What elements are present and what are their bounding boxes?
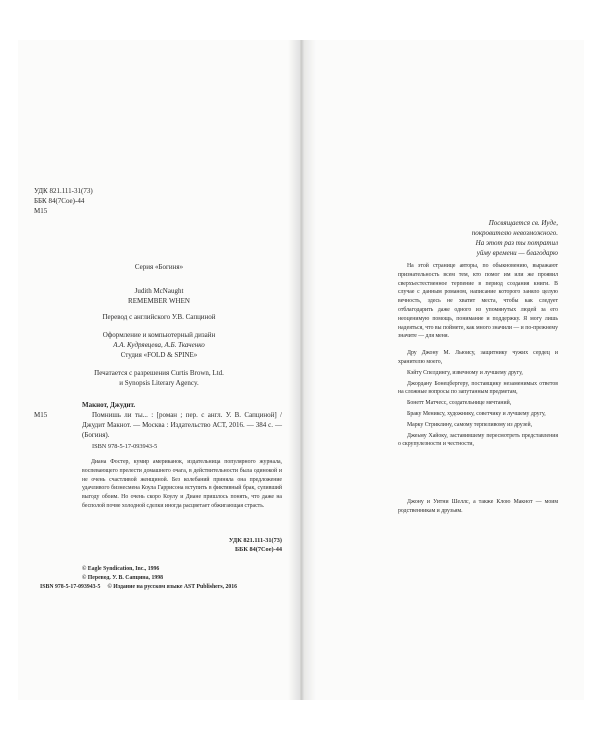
series-name: Серия «Богиня» bbox=[134, 263, 184, 271]
thanks-line: Кэйту Спелдингу, извечному и лучшему другу, bbox=[407, 369, 523, 376]
ack-paragraph: На этой странице авторы, по обыкновению, выражают признательность всем тем, кто помог им или же проявил сверхъестественное терпение в период создания книги. В случае с данным романом, написание которого заняло целую вечность, здесь не хватит места, чтобы как следует отблагодарить даже одного из упомянутых людей за его неоценимую помощь, понимание и поддержку. Я могу лишь надеяться, что вы поймете, как много значили — и по-прежнему значите — для меня. bbox=[398, 263, 558, 340]
dedication bbox=[302, 218, 558, 258]
original-title: REMEMBER WHEN bbox=[128, 297, 190, 305]
catalog-author-heading: Макнот, Джудит. bbox=[82, 401, 136, 409]
closing-thanks: Джону и Уитни Шеллс, а также Клою Макнот — моим родственникам и друзьям. bbox=[398, 499, 558, 514]
thanks-line: Марку Стриклину, самому терпеливому из друзей, bbox=[407, 421, 533, 428]
acknowledgements bbox=[398, 262, 558, 451]
studio-credit: Студия «FOLD & SPINE» bbox=[120, 351, 198, 359]
right-page bbox=[302, 40, 584, 700]
translator-credit: Перевод с английского У.В. Сапциной bbox=[102, 313, 216, 321]
isbn-catalog: ISBN 978-5-17-093943-5 bbox=[92, 443, 158, 450]
dedication-line: На этот раз ты потратил bbox=[475, 239, 558, 247]
bibliographic-record: Помнишь ли ты... : [роман ; пер. с англ. У. В. Сапциной] / Джудит Макнот. — Москва : Издательство АСТ, 2016. — 384 с. — (Богиня). bbox=[82, 411, 282, 439]
book-annotation: Диана Фостер, кумир американок, издательница популярного журнала, воспевающего прелести домашнего очага, в действительности была одинокой и не очень счастливой женщиной. Без колебаний приняла она предложение удачливого бизнесмена Коула Гаррисона вступить в фиктивный брак, суливший выгоду обоим. Но очень скоро Коулу и Диане пришлось понять, что даже на бесполой почве холодной сделки иногда расцветает обжигающая страсть. bbox=[82, 459, 282, 509]
udk-line: УДК 821.111-31(73) bbox=[34, 187, 93, 195]
udk-block-bottom bbox=[82, 536, 282, 555]
dedication-line: уйму времени — благодарю bbox=[476, 249, 558, 257]
thanks-line: Джордану Бонецбергеру, поставщику незаменимых ответов на сложные вопросы по запутанным предметам, bbox=[398, 380, 558, 396]
left-page bbox=[18, 40, 300, 700]
original-author: Judith McNaught bbox=[134, 287, 184, 295]
book-spread bbox=[18, 40, 584, 700]
copyright-edition: © Издание на русском языке AST Publishers, 2016 bbox=[107, 584, 238, 590]
design-credit-label: Оформление и компьютерный дизайн bbox=[102, 331, 216, 339]
isbn-number: ISBN 978-5-17-093943-5 bbox=[40, 584, 101, 590]
permission-line-2: и Synopsis Literary Agency. bbox=[119, 379, 199, 387]
thanks-line: Браку Мениксу, художнику, советчику и лучшему другу, bbox=[407, 410, 546, 417]
thanks-line: Дру Джону М. Льюису, защитнику чужих сердец и хранителю моего, bbox=[398, 350, 558, 365]
udk-block-top bbox=[34, 186, 154, 216]
copyright-translation: © Перевод. У. В. Сапцина, 1998 bbox=[82, 575, 164, 581]
isbn-copyright-row bbox=[40, 583, 290, 592]
call-number-line: М15 bbox=[34, 207, 48, 215]
catalog-call-number: М15 bbox=[34, 411, 48, 419]
udk-line: УДК 821.111-31(73) bbox=[228, 537, 282, 544]
book-gutter bbox=[288, 40, 316, 700]
bbk-line: ББК 84(7Сое)-44 bbox=[235, 546, 282, 554]
dedication-line: Посвящается св. Иуде, bbox=[488, 219, 558, 227]
copyright-original: © Eagle Syndication, Inc., 1996 bbox=[82, 566, 160, 572]
permission-line-1: Печатается с разрешения Curtis Brown, Ltd. bbox=[94, 369, 224, 377]
thanks-line: Бонетт Матчесс, создательнице мечтаний, bbox=[407, 400, 512, 407]
thanks-line: Джеьму Хайоку, заставившему пересмотреть представления о скрупулезности и честности, bbox=[398, 432, 558, 448]
dedication-line: покровителю невозможного. bbox=[471, 229, 558, 237]
bbk-line: ББК 84(7Сое)-44 bbox=[34, 197, 85, 205]
designers-names: А.А. Кудрявцева, А.Б. Ткаченко bbox=[113, 341, 205, 349]
